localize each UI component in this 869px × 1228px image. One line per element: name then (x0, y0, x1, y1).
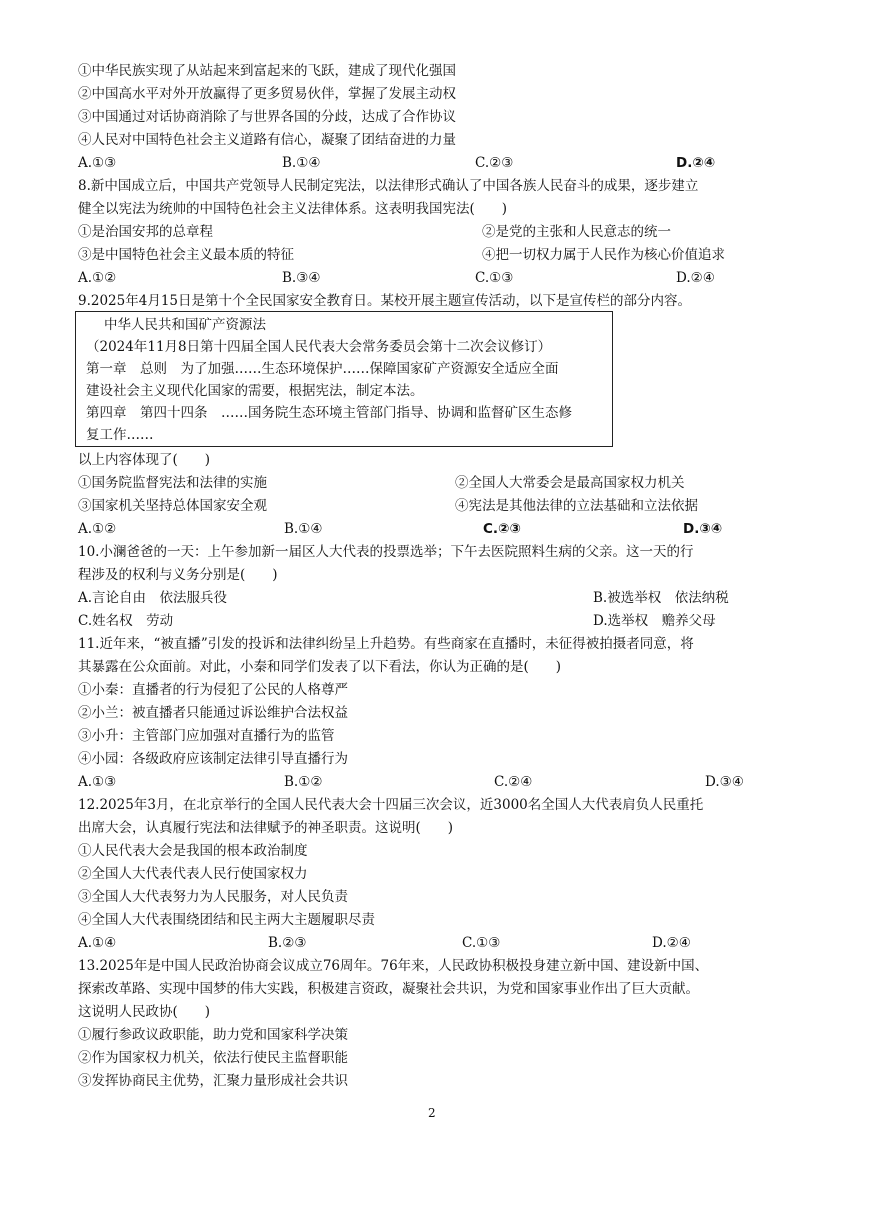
law-line-3: 第四章 第四十四条 ……国务院生态环境主管部门指导、协调和监督矿区生态修 (86, 405, 572, 421)
q7-option-c: C.②③ (475, 155, 514, 171)
q9-item-3: ③国家机关坚持总体国家安全观 (78, 498, 267, 514)
law-title: 中华人民共和国矿产资源法 (104, 317, 266, 333)
q11-option-a: A.①③ (78, 774, 117, 790)
q11-item-2: ②小兰：被直播者只能通过诉讼维护合法权益 (78, 705, 348, 721)
q8-item-3: ③是中国特色社会主义最本质的特征 (78, 247, 294, 263)
q9-option-b: B.①④ (284, 521, 323, 537)
q7-option-a: A.①③ (78, 155, 117, 171)
q11-stem-line-1: 11.近年来，“被直播”引发的投诉和法律纠纷呈上升趋势。有些商家在直播时，未征得被拍摄者同意，将 (78, 636, 694, 652)
q12-stem-line-1: 12.2025年3月，在北京举行的全国人民代表大会十四届三次会议，近3000名全国人大代表肩负人民重托 (78, 797, 704, 813)
q12-item-1: ①人民代表大会是我国的根本政治制度 (78, 843, 308, 859)
q8-stem-line-1: 8.新中国成立后，中国共产党领导人民制定宪法，以法律形式确认了中国各族人民奋斗的成果，逐步建立 (78, 178, 699, 194)
q11-option-b: B.①② (284, 774, 323, 790)
q13-stem-line-2: 探索改革路、实现中国梦的伟大实践，积极建言资政，凝聚社会共识，为党和国家事业作出了巨大贡献。 (78, 981, 699, 997)
q10-option-d: D.选举权 赡养父母 (593, 613, 716, 629)
q9-option-c: C.②③ (483, 521, 521, 537)
q12-item-4: ④全国人大代表围绕团结和民主两大主题履职尽责 (78, 912, 375, 928)
q8-stem-line-2: 健全以宪法为统帅的中国特色社会主义法律体系。这表明我国宪法( ) (78, 201, 508, 217)
q8-item-4: ④把一切权力属于人民作为核心价值追求 (482, 247, 725, 263)
q9-stem: 9.2025年4月15日是第十个全民国家安全教育日。某校开展主题宣传活动，以下是宣传栏的部分内容。 (78, 293, 692, 309)
q10-option-a: A.言论自由 依法服兵役 (78, 590, 228, 606)
q10-option-b: B.被选举权 依法纳税 (593, 590, 729, 606)
q7-option-b: B.①④ (282, 155, 321, 171)
q11-option-c: C.②④ (494, 774, 533, 790)
q7-item-4: ④人民对中国特色社会主义道路有信心，凝聚了团结奋进的力量 (78, 132, 456, 148)
q12-option-c: C.①③ (462, 935, 501, 951)
q8-item-2: ②是党的主张和人民意志的统一 (482, 224, 671, 240)
page-number: 2 (428, 1106, 436, 1120)
q12-item-2: ②全国人大代表代表人民行使国家权力 (78, 866, 308, 882)
law-line-4: 复工作…… (86, 427, 154, 443)
q7-item-1: ①中华民族实现了从站起来到富起来的飞跃，建成了现代化强国 (78, 63, 456, 79)
q9-option-a: A.①② (78, 521, 117, 537)
q8-option-b: B.③④ (282, 270, 321, 286)
q10-option-c: C.姓名权 劳动 (78, 613, 174, 629)
q12-item-3: ③全国人大代表努力为人民服务，对人民负责 (78, 889, 348, 905)
q8-option-d: D.②④ (676, 270, 715, 286)
q12-stem-line-2: 出席大会，认真履行宪法和法律赋予的神圣职责。这说明( ) (78, 820, 454, 836)
law-line-2: 建设社会主义现代化国家的需要，根据宪法，制定本法。 (86, 383, 424, 399)
law-line-1: 第一章 总则 为了加强……生态环境保护……保障国家矿产资源安全适应全面 (86, 361, 559, 377)
q7-item-3: ③中国通过对话协商消除了与世界各国的分歧，达成了合作协议 (78, 109, 456, 125)
q7-option-d: D.②④ (676, 155, 716, 171)
q9-law-excerpt-box (75, 311, 613, 447)
q9-item-1: ①国务院监督宪法和法律的实施 (78, 475, 267, 491)
q13-item-2: ②作为国家权力机关，依法行使民主监督职能 (78, 1050, 348, 1066)
q11-item-4: ④小园：各级政府应该制定法律引导直播行为 (78, 751, 348, 767)
law-subtitle: （2024年11月8日第十四届全国人民代表大会常务委员会第十二次会议修订） (86, 339, 552, 355)
q9-ask: 以上内容体现了( ) (78, 452, 211, 468)
q12-option-a: A.①④ (78, 935, 117, 951)
q9-item-2: ②全国人大常委会是最高国家权力机关 (455, 475, 685, 491)
q11-item-1: ①小秦：直播者的行为侵犯了公民的人格尊严 (78, 682, 348, 698)
q8-option-c: C.①③ (475, 270, 514, 286)
q11-stem-line-2: 其暴露在公众面前。对此，小秦和同学们发表了以下看法，你认为正确的是( ) (78, 659, 562, 675)
q13-item-3: ③发挥协商民主优势，汇聚力量形成社会共识 (78, 1073, 348, 1089)
q9-item-4: ④宪法是其他法律的立法基础和立法依据 (455, 498, 698, 514)
q12-option-b: B.②③ (268, 935, 307, 951)
q11-option-d: D.③④ (705, 774, 744, 790)
q11-item-3: ③小升：主管部门应加强对直播行为的监管 (78, 728, 335, 744)
q12-option-d: D.②④ (652, 935, 691, 951)
q9-option-d: D.③④ (683, 521, 723, 537)
q8-option-a: A.①② (78, 270, 117, 286)
q8-item-1: ①是治国安邦的总章程 (78, 224, 213, 240)
q10-stem-line-2: 程涉及的权利与义务分别是( ) (78, 567, 278, 583)
q13-stem-line-1: 13.2025年是中国人民政治协商会议成立76周年。76年来，人民政协积极投身建立新中国、建设新中国、 (78, 958, 709, 974)
q10-stem-line-1: 10.小澜爸爸的一天：上午参加新一届区人大代表的投票选举；下午去医院照料生病的父亲。这一天的行 (78, 544, 694, 560)
q13-stem-line-3: 这说明人民政协( ) (78, 1004, 211, 1020)
q7-item-2: ②中国高水平对外开放赢得了更多贸易伙伴，掌握了发展主动权 (78, 86, 456, 102)
q13-item-1: ①履行参政议政职能，助力党和国家科学决策 (78, 1027, 348, 1043)
